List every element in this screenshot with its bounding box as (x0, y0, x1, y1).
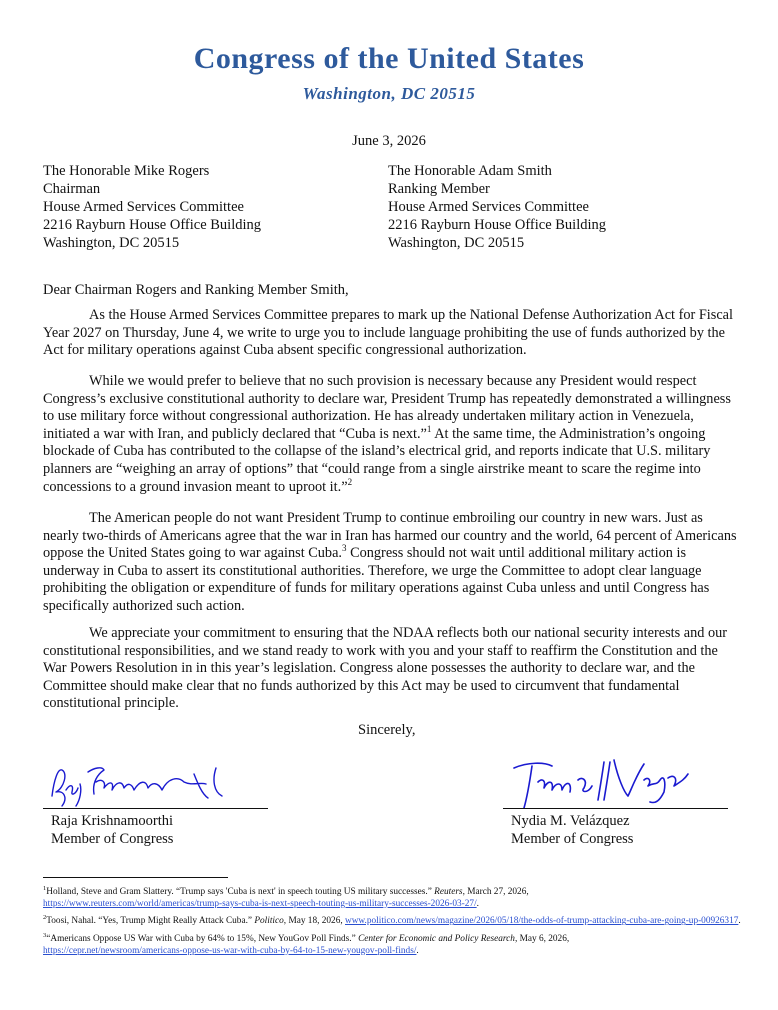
signer-name: Nydia M. Velázquez (511, 813, 630, 829)
footnotes (43, 883, 743, 959)
footnote-ref: 1 (426, 424, 432, 435)
footnote-mark: 2 (43, 914, 47, 922)
footnote-text: Holland, Steve and Gram Slattery. “Trump says 'Cuba is next' in speech touting US military successes.” (46, 887, 435, 898)
letterhead (0, 42, 778, 104)
footnote-text: , May 18, 2026, (283, 916, 345, 927)
footnote-ref: 3 (342, 543, 347, 554)
footnote-ref: 2 (347, 476, 353, 487)
footnote-tail: . (476, 898, 479, 909)
footnote-link[interactable]: https://cepr.net/newsroom/americans-oppose-us-war-with-cuba-by-64-to-15-new-yougov-poll-finds/ (43, 945, 417, 956)
recipient-title: Chairman (43, 181, 101, 197)
footnote-3 (43, 930, 743, 957)
signer-right (511, 812, 633, 848)
salutation: Dear Chairman Rogers and Ranking Member Smith, (43, 282, 349, 298)
paragraph-1 (43, 307, 737, 360)
signature-velazquez (508, 752, 698, 812)
paragraph-text: The American people do not want President Trump to continue embroiling our country in new wars. Just as nearly two-thirds of Americans agree that the war in Iran has harmed our country and the world, 64 percent of Americans oppose the United States going to war against Cuba. (43, 510, 737, 562)
paragraph-3 (43, 510, 737, 616)
footnote-source: Center for Economic and Policy Research (358, 934, 515, 945)
signature-krishnamoorthi (44, 760, 244, 810)
recipient-address-right (388, 162, 606, 252)
footnote-link[interactable]: https://www.reuters.com/world/americas/trump-says-cuba-is-next-speech-touting-us-military-successes-2026-03-27/ (43, 898, 477, 909)
recipient-office: 2216 Rayburn House Office Building (388, 217, 607, 233)
closing: Sincerely, (358, 722, 416, 738)
recipient-address-left (43, 162, 261, 252)
recipient-name: The Honorable Adam Smith (388, 163, 552, 179)
recipient-city: Washington, DC 20515 (388, 235, 525, 251)
paragraph-text: At the same time, the Administration’s ongoing blockade of Cuba has contributed to the collapse of the island’s electrical grid, and reports indicate that U.S. military planners are “weighing an array of options” that “could range from a single airstrike meant to scare the regime into concessions to a ground invasion meant to uproot it.” (43, 425, 711, 495)
signature-line (43, 808, 268, 809)
recipient-name: The Honorable Mike Rogers (43, 163, 210, 179)
footnote-text: , March 27, 2026, (462, 887, 529, 898)
paragraph-4 (43, 625, 737, 713)
letter-date: June 3, 2026 (352, 133, 426, 149)
recipient-city: Washington, DC 20515 (43, 235, 180, 251)
footnote-source: Politico (254, 916, 284, 927)
signer-title: Member of Congress (511, 831, 634, 847)
signature-line (503, 808, 728, 809)
footnote-rule (43, 877, 228, 878)
footnote-2 (43, 912, 743, 928)
recipient-committee: House Armed Services Committee (43, 199, 244, 215)
signer-title: Member of Congress (51, 831, 174, 847)
recipient-title: Ranking Member (388, 181, 490, 197)
signer-left (51, 812, 173, 848)
recipient-office: 2216 Rayburn House Office Building (43, 217, 262, 233)
footnote-text: Toosi, Nahal. “Yes, Trump Might Really Attack Cuba.” (46, 916, 255, 927)
paragraph-text: We appreciate your commitment to ensuring that the NDAA reflects both our national security interests and our constitutional responsibilities, and we stand ready to work with you and your staff to reaffirm the Constitution and the War Powers Resolution in in this year’s legislation. Congress alone possesses the authority to declare war, and the Committee should make clear that no funds authorized by this Act may be used to circumvent that fundamental constitutional principle. (43, 625, 728, 712)
footnote-tail: . (738, 916, 741, 927)
signer-name: Raja Krishnamoorthi (51, 813, 174, 829)
footnote-tail: . (416, 945, 419, 956)
paragraph-text: As the House Armed Services Committee prepares to mark up the National Defense Authorization Act for Fiscal Year 2027 on Thursday, June 4, we write to urge you to include language prohibiting the use of funds authorized by the Act for military operations against Cuba absent specific congressional authorization. (43, 307, 733, 359)
footnote-link[interactable]: www.politico.com/news/magazine/2026/05/18/the-odds-of-trump-attacking-cuba-are-going-up-00926317 (345, 916, 739, 927)
recipient-committee: House Armed Services Committee (388, 199, 589, 215)
footnote-text: “Americans Oppose US War with Cuba by 64% to 15%, New YouGov Poll Finds.” (46, 934, 359, 945)
letterhead-title: Congress of the United States (193, 42, 585, 75)
footnote-text: , May 6, 2026, (514, 934, 570, 945)
footnote-mark: 3 (43, 931, 47, 939)
footnote-1 (43, 883, 743, 910)
paragraph-2 (43, 373, 737, 496)
letterhead-location: Washington, DC 20515 (302, 84, 476, 103)
paragraph-text: Congress should not wait until additional military action is underway in Cuba to assert its constitutional authorities. Therefore, we urge the Committee to adopt clear language prohibiting the obligation or expenditure of funds for military operations against Cuba unless and until Congress has specifically authorized such action. (43, 545, 710, 614)
footnote-mark: 1 (43, 885, 47, 892)
paragraph-text: While we would prefer to believe that no such provision is necessary because any President would respect Congress’s exclusive constitutional authority to declare war, President Trump has repeatedly demonstrated a willingness to use military force without congressional authorization. He has already undertaken military action in Venezuela, initiated a war with Iran, and publicly declared that “Cuba is next.” (43, 373, 731, 442)
footnote-source: Reuters (434, 887, 463, 898)
